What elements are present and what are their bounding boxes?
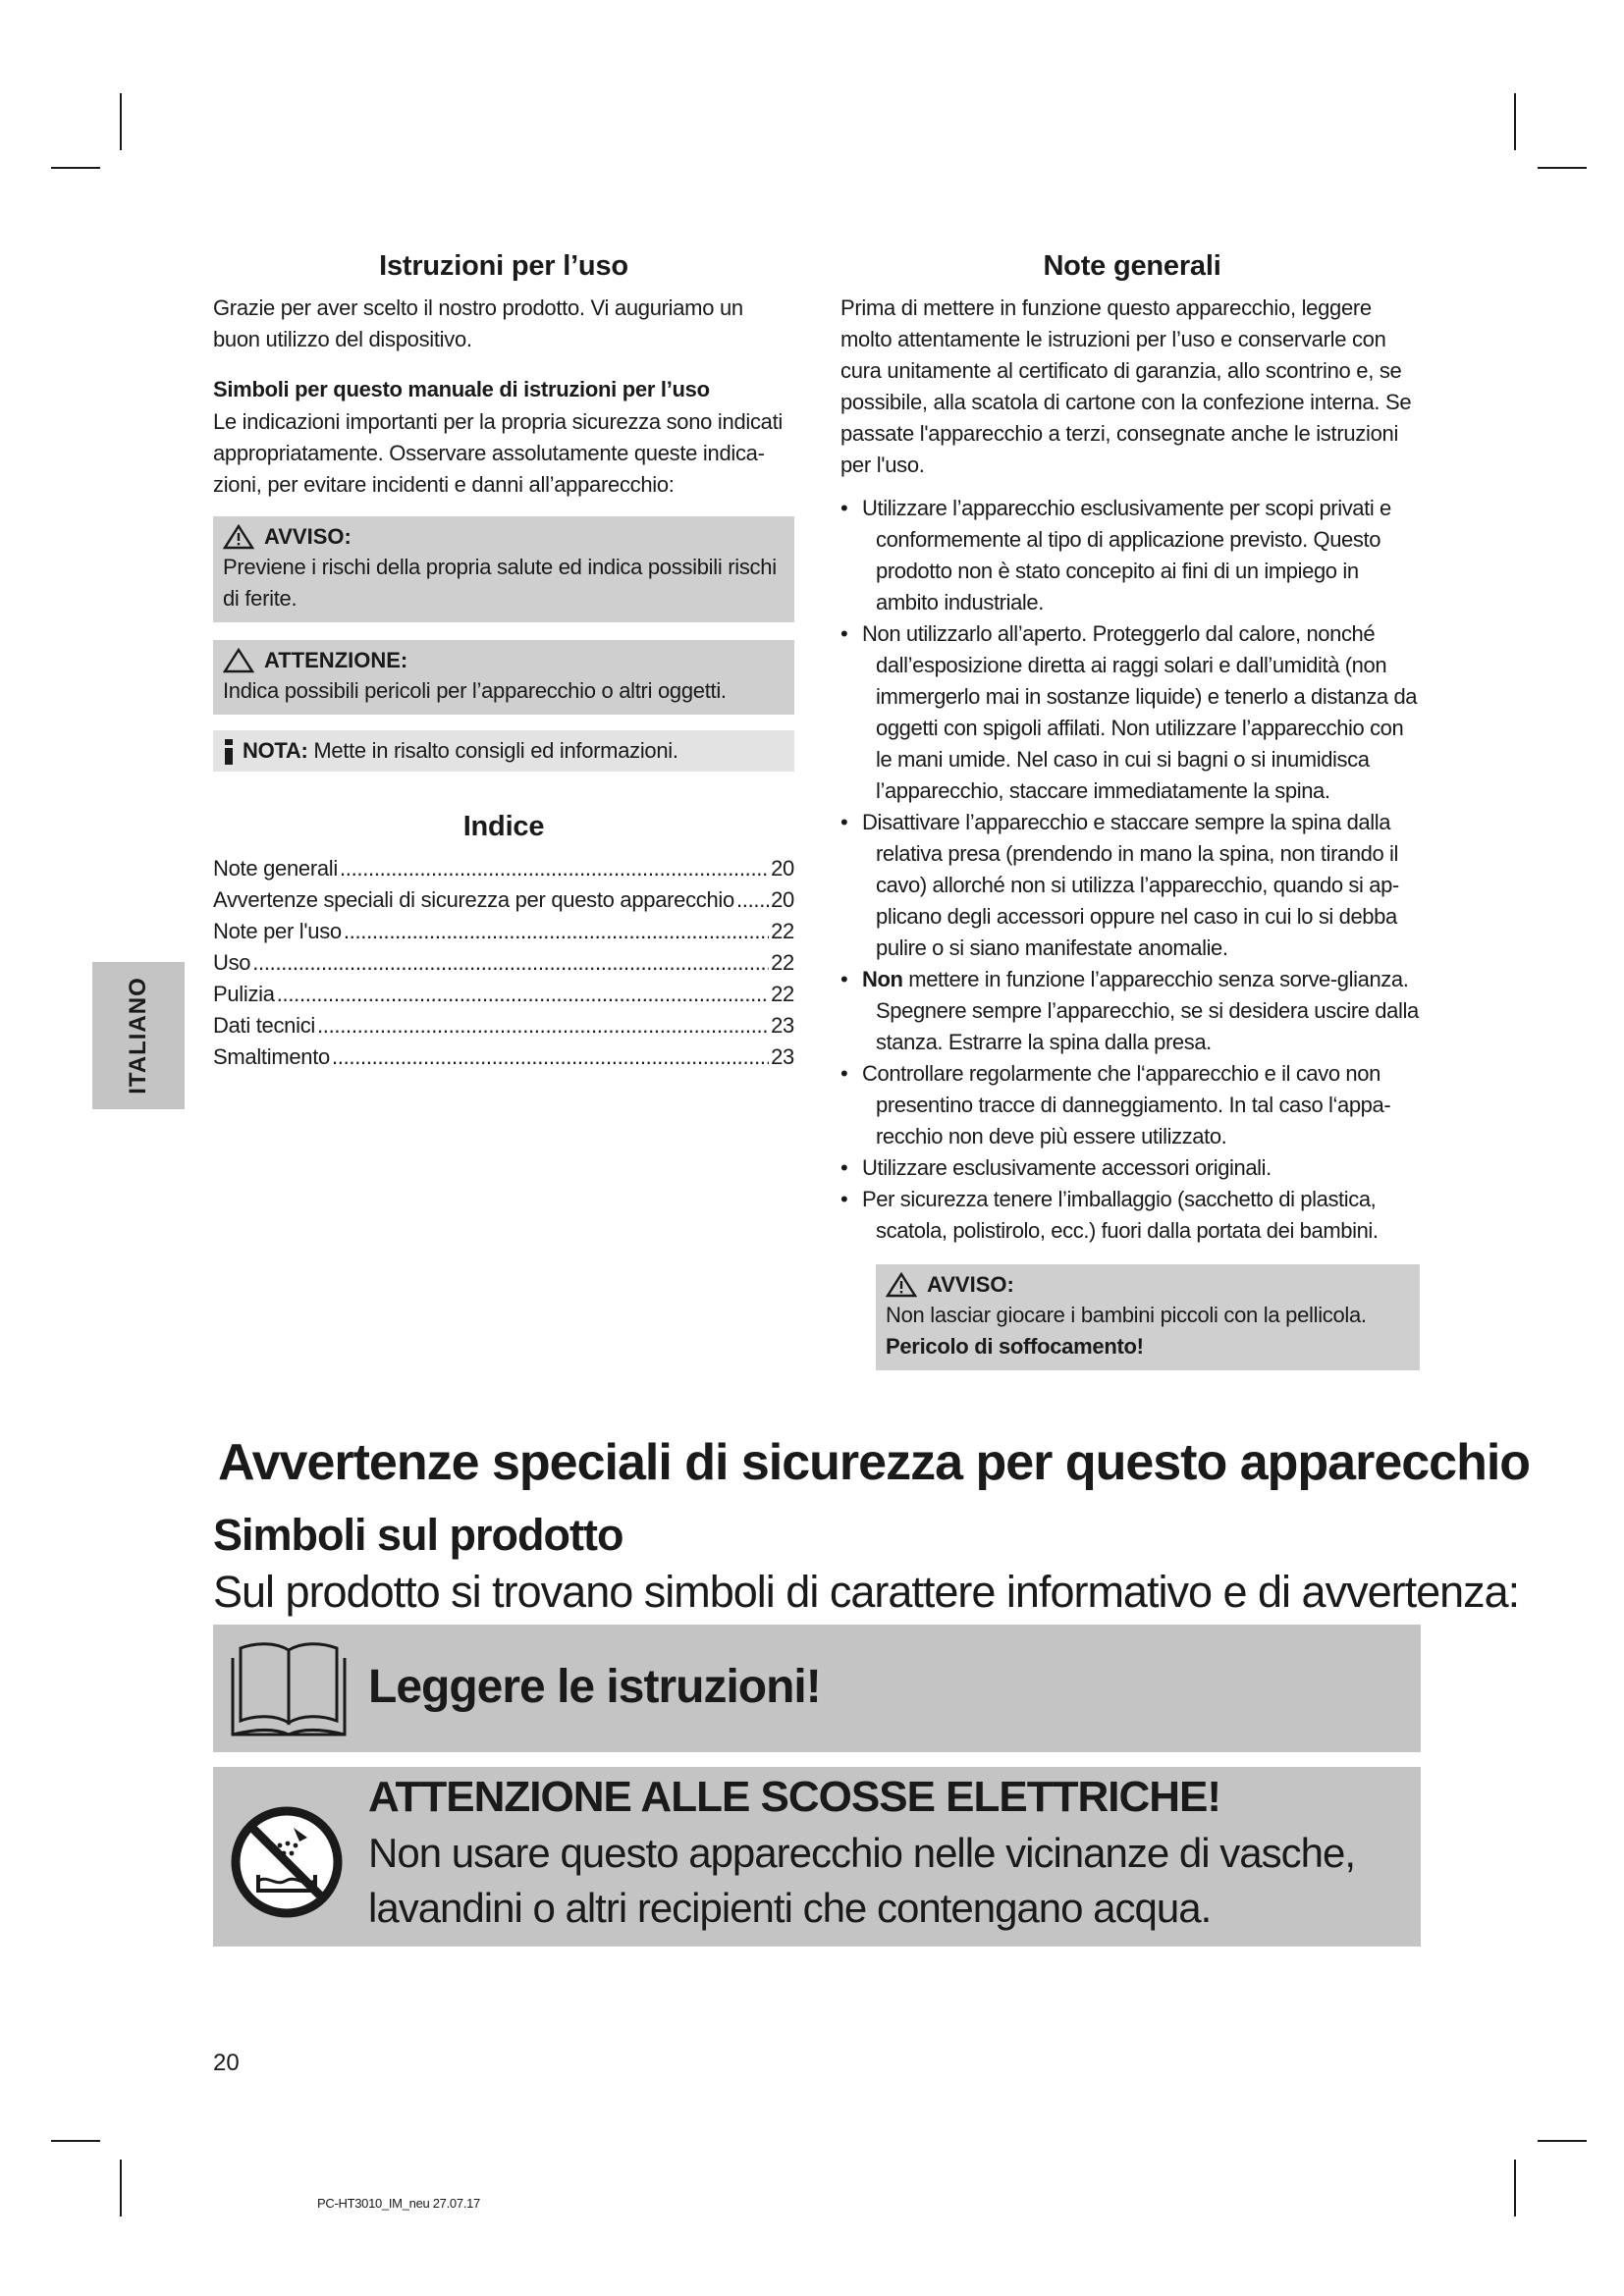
nota-text: Mette in risalto consigli ed informazioni.	[313, 738, 678, 763]
language-tab-label: ITALIANO	[125, 977, 151, 1095]
crop-mark	[120, 2160, 122, 2216]
crop-mark	[51, 2140, 100, 2142]
read-instructions-box	[213, 1625, 1421, 1752]
warning-triangle-icon	[886, 1272, 917, 1298]
index-list	[213, 853, 794, 1073]
general-notes-title: Note generali	[1043, 250, 1221, 282]
index-entry[interactable]: Pulizia ..... 22	[213, 979, 794, 1010]
index-entry[interactable]: Smaltimento ..... 23	[213, 1041, 794, 1073]
symbols-heading: Simboli per questo manuale di istruzioni per l’uso	[213, 377, 710, 401]
list-item: • Utilizzare l’apparecchio esclusivamente per scopi privati e conformemente al tipo di applicazione previsto. Questo prodotto non è stato concepito ai fini di un impiego in ambito industriale.	[840, 496, 1391, 614]
attenzione-label: ATTENZIONE:	[264, 648, 408, 672]
list-item: • Disattivare l’apparecchio e staccare sempre la spina dalla relativa presa (prendendo in mano la spina, non tirando il cavo) allorché non si utilizza l’apparecchio, quando si ap-plicano degli accessori oppure nel caso in cui lo si debba pulire o si siano manifestate anomalie.	[840, 810, 1399, 960]
index-entry[interactable]: Dati tecnici ..... 23	[213, 1010, 794, 1041]
list-item: • Controllare regolarmente che l‘apparecchio e il cavo non presentino tracce di danneggiamento. In tal caso l‘appa-recchio non deve più essere utilizzato.	[840, 1061, 1391, 1148]
avviso-label: AVVISO:	[264, 524, 352, 549]
avviso-bold-text: Pericolo di soffocamento!	[886, 1334, 1144, 1359]
language-tab	[92, 962, 185, 1109]
read-instructions-text: Leggere le istruzioni!	[368, 1661, 821, 1713]
electric-shock-box	[213, 1767, 1421, 1947]
print-footer: PC-HT3010_IM_neu 27.07.17	[317, 2196, 480, 2211]
instructions-title: Istruzioni per l’uso	[379, 250, 628, 282]
electric-shock-heading: ATTENZIONE ALLE SCOSSE ELETTRICHE!	[368, 1773, 1221, 1821]
intro-text: Grazie per aver scelto il nostro prodotto. Vi auguriamo un buon utilizzo del dispositivo.	[213, 295, 743, 351]
crop-mark	[51, 167, 100, 169]
avviso-box	[213, 516, 794, 622]
safety-bullet-list	[840, 493, 1424, 1247]
avviso-text: Non lasciar giocare i bambini piccoli con la pellicola.	[886, 1303, 1367, 1327]
index-title: Indice	[462, 811, 545, 842]
page-number: 20	[213, 2050, 240, 2076]
symbols-subtitle: Simboli sul prodotto	[213, 1510, 623, 1560]
warning-triangle-icon	[223, 524, 254, 550]
crop-mark	[120, 93, 122, 150]
crop-mark	[1538, 167, 1587, 169]
general-notes-intro: Prima di mettere in funzione questo apparecchio, leggere molto attentamente le istruzioni per l’uso e conservarle con cura unitamente al certificato di garanzia, allo scontrino e, se possibile, alla scatola di cartone con la confezione interna. Se passate l'apparecchio a terzi, consegnate anche le istruzioni per l'uso.	[840, 295, 1412, 477]
attenzione-box	[213, 640, 794, 715]
attenzione-text: Indica possibili pericoli per l’apparecchio o altri oggetti.	[223, 678, 727, 703]
crop-mark	[1538, 2140, 1587, 2142]
nota-box	[213, 730, 794, 772]
list-item: • Per sicurezza tenere l’imballaggio (sacchetto di plastica, scatola, polistirolo, ecc.) fuori dalla portata dei bambini.	[840, 1187, 1379, 1243]
avviso-box-film	[876, 1264, 1420, 1370]
index-entry[interactable]: Note generali ..... 20	[213, 853, 794, 884]
electric-shock-text: Non usare questo apparecchio nelle vicinanze di vasche, lavandini o altri recipienti che contengano acqua.	[368, 1830, 1355, 1931]
symbols-text: Le indicazioni importanti per la propria sicurezza sono indicati appropriatamente. Osservare assolutamente queste indica-zioni, per evitare incidenti e danni all’apparecchio:	[213, 409, 783, 497]
no-water-prohibition-icon	[229, 1804, 345, 1925]
avviso-text: Previene i rischi della propria salute ed indica possibili rischi di ferite.	[223, 555, 777, 611]
list-item: • Non utilizzarlo all’aperto. Proteggerlo dal calore, nonché dall’esposizione diretta ai raggi solari e dall’umidità (non immergerlo mai in sostanze liquide) e tenerlo a distanza da oggetti con spigoli affilati. Non utilizzare l’apparecchio con le mani umide. Nel caso in cui si bagni o si inumidisca l’apparecchio, staccare immediatamente la spina.	[840, 621, 1418, 803]
avviso-label: AVVISO:	[927, 1272, 1014, 1297]
info-icon	[223, 739, 235, 765]
right-column	[840, 250, 1424, 1370]
index-entry[interactable]: Note per l'uso ..... 22	[213, 916, 794, 947]
crop-mark	[1514, 2160, 1516, 2216]
book-icon	[227, 1636, 351, 1747]
index-entry[interactable]: Uso ..... 22	[213, 947, 794, 979]
crop-mark	[1514, 93, 1516, 150]
nota-label: NOTA:	[243, 738, 308, 763]
list-item: • Utilizzare esclusivamente accessori originali.	[840, 1155, 1272, 1180]
left-column	[213, 250, 794, 1073]
index-entry[interactable]: Avvertenze speciali di sicurezza per questo apparecchio ..... 20	[213, 884, 794, 916]
list-item: • Non mettere in funzione l’apparecchio senza sorve-glianza. Spegnere sempre l’apparecchio, se si desidera uscire dalla stanza. Estrarre la spina dalla presa.	[840, 967, 1419, 1054]
symbols-sentence: Sul prodotto si trovano simboli di carattere informativo e di avvertenza:	[213, 1567, 1520, 1617]
caution-triangle-icon	[223, 648, 254, 673]
safety-title: Avvertenze speciali di sicurezza per questo apparecchio	[218, 1434, 1531, 1491]
